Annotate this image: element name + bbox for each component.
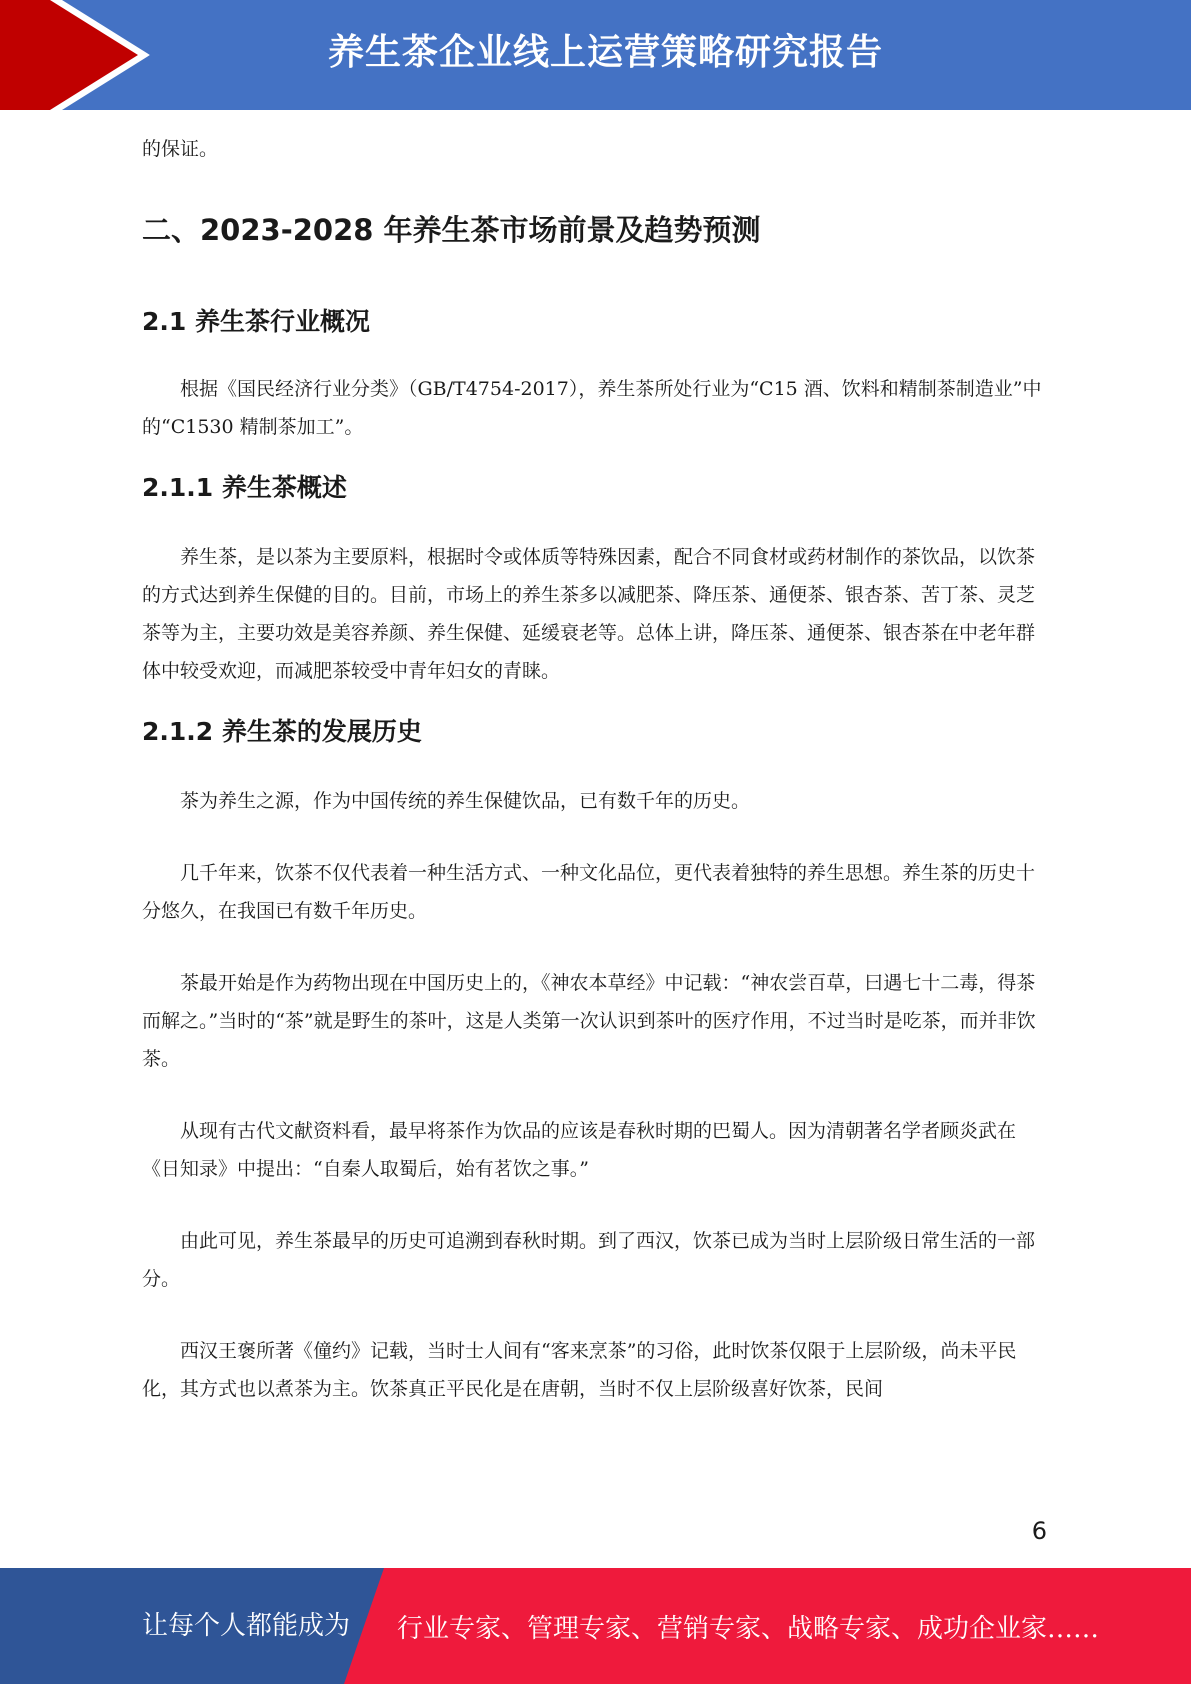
history-paragraph-3: 茶最开始是作为药物出现在中国历史上的，《神农本草经》中记载：“神农尝百草，曰遇七十二毒，得茶而解之。”当时的“茶”就是野生的茶叶，这是人类第一次认识到茶叶的医疗作用，不过当时是吃茶，而并非饮茶。: [142, 972, 1036, 1070]
page-number: 6: [1031, 1517, 1047, 1545]
heading-2-1: 2.1 养生茶行业概况: [142, 307, 370, 336]
page-footer: [0, 1568, 1191, 1684]
section-heading-2: 二、2023-2028 年养生茶市场前景及趋势预测: [142, 213, 761, 247]
history-paragraph-2: 几千年来，饮茶不仅代表着一种生活方式、一种文化品位，更代表着独特的养生思想。养生茶的历史十分悠久，在我国已有数千年历史。: [142, 862, 1036, 922]
history-paragraph-6: 西汉王褒所著《僮约》记载，当时士人间有“客来烹茶”的习俗，此时饮茶仅限于上层阶级，尚未平民化，其方式也以煮茶为主。饮茶真正平民化是在唐朝，当时不仅上层阶级喜好饮茶，民间: [142, 1340, 1017, 1400]
history-paragraph-4: 从现有古代文献资料看，最早将茶作为饮品的应该是春秋时期的巴蜀人。因为清朝著名学者顾炎武在《日知录》中提出：“自秦人取蜀后，始有茗饮之事。”: [142, 1120, 1017, 1180]
history-paragraph-1: 茶为养生之源，作为中国传统的养生保健饮品，已有数千年的历史。: [180, 790, 751, 812]
header-title: 养生茶企业线上运营策略研究报告: [327, 32, 883, 73]
paragraph-2-1-1: 养生茶，是以茶为主要原料，根据时令或体质等特殊因素，配合不同食材或药材制作的茶饮品，以饮茶的方式达到养生保健的目的。目前，市场上的养生茶多以减肥茶、降压茶、通便茶、银杏茶、苦丁茶、灵芝茶等为主，主要功效是美容养颜、养生保健、延缓衰老等。总体上讲，降压茶、通便茶、银杏茶在中老年群体中较受欢迎，而减肥茶较受中青年妇女的青睐。: [142, 546, 1036, 682]
paragraph-2-1: 根据《国民经济行业分类》（GB/T4754-2017），养生茶所处行业为“C15 酒、饮料和精制茶制造业”中的“C1530 精制茶加工”。: [142, 378, 1042, 438]
heading-2-1-2: 2.1.2 养生茶的发展历史: [142, 717, 422, 746]
heading-2-1-1: 2.1.1 养生茶概述: [142, 473, 347, 502]
intro-paragraph: 的保证。: [142, 138, 219, 160]
document-body: [142, 130, 1047, 1408]
footer-slogan-right: 行业专家、管理专家、营销专家、战略专家、成功企业家……: [397, 1614, 1100, 1644]
page-header: [0, 0, 1191, 110]
footer-slogan-left: 让每个人都能成为: [142, 1611, 351, 1641]
history-paragraph-5: 由此可见，养生茶最早的历史可追溯到春秋时期。到了西汉，饮茶已成为当时上层阶级日常生活的一部分。: [142, 1230, 1036, 1290]
